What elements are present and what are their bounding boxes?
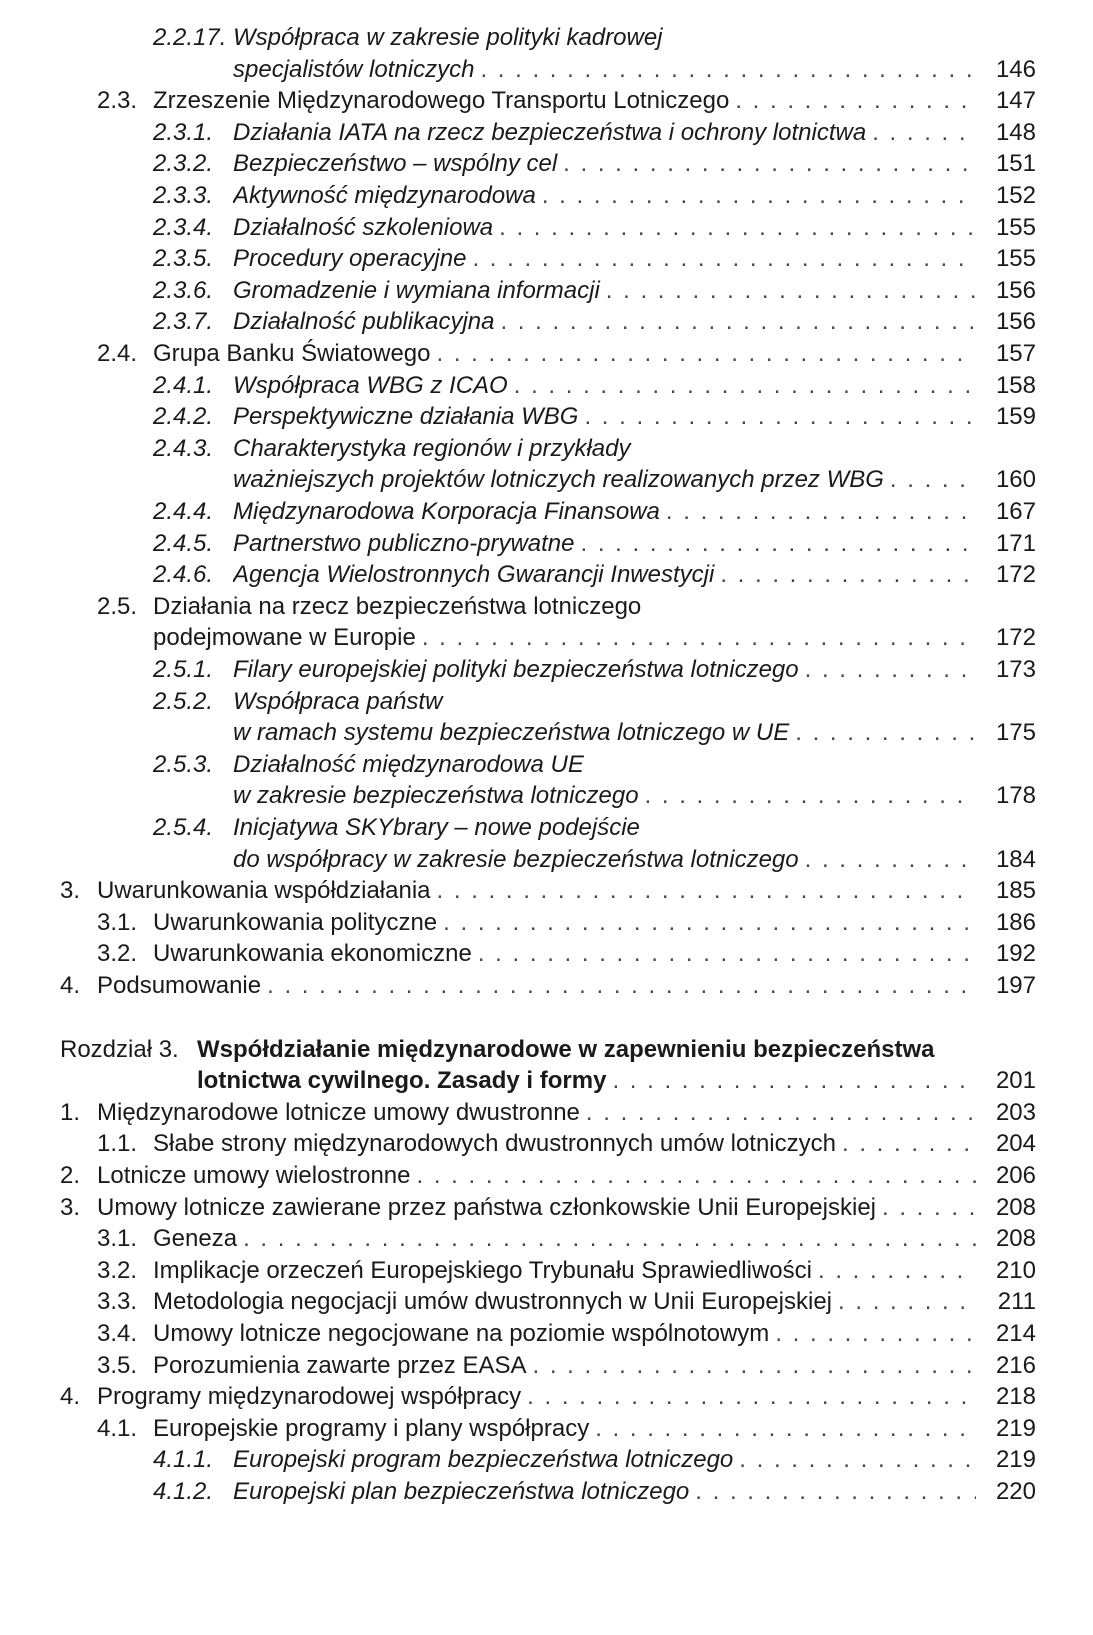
toc-line: [0, 749, 1093, 781]
toc-title: Bezpieczeństwo – wspólny cel: [233, 150, 558, 178]
toc-number: 2.5.: [97, 592, 138, 620]
toc-number: 2.4.3.: [153, 434, 214, 462]
toc-title-line: [233, 780, 976, 812]
toc-title-line: [153, 1286, 976, 1318]
dot-leader: [533, 1350, 977, 1382]
toc-title-line: [233, 401, 976, 433]
toc-number: 3.1.: [97, 908, 138, 936]
toc-title-line: [153, 1318, 976, 1350]
toc-title: Charakterystyka regionów i przykłady: [233, 434, 631, 462]
toc-title-line: [233, 717, 976, 749]
dot-leader: [500, 306, 976, 338]
toc-page-number: 216: [995, 1351, 1036, 1379]
toc-title-line: [233, 812, 976, 844]
toc-page-number: 157: [995, 340, 1036, 367]
toc-title-line: [233, 654, 976, 686]
toc-line: [0, 401, 1093, 433]
dot-leader: [472, 243, 976, 275]
toc-title: Słabe strony międzynarodowych dwustronnych umów lotniczych: [153, 1130, 836, 1158]
toc-title: Działalność międzynarodowa UE: [233, 750, 584, 778]
toc-line: [0, 370, 1093, 402]
toc-title-line: [233, 275, 976, 307]
toc-title-line: [153, 85, 976, 117]
dot-leader: [818, 1255, 976, 1287]
toc-page-number: 151: [995, 150, 1036, 178]
toc-title: Umowy lotnicze negocjowane na poziomie wspólnotowym: [153, 1320, 770, 1347]
toc-page-number: 208: [995, 1225, 1036, 1253]
toc-title: Zrzeszenie Międzynarodowego Transportu Lotniczego: [153, 87, 730, 115]
toc-title: Umowy lotnicze zawierane przez państwa członkowskie Unii Europejskiej: [97, 1193, 876, 1221]
dot-leader: [612, 1065, 976, 1097]
toc-title-line: [233, 686, 976, 718]
toc-line: [0, 212, 1093, 244]
toc-title-line: [153, 338, 976, 370]
toc-title: Europejski plan bezpieczeństwa lotniczego: [233, 1478, 690, 1505]
toc-title: Uwarunkowania współdziałania: [97, 877, 431, 905]
toc-number: 2.4.2.: [153, 403, 214, 431]
dot-leader: [695, 1476, 976, 1508]
toc-title: w zakresie bezpieczeństwa lotniczego: [233, 782, 639, 810]
toc-title: Współpraca państw: [233, 687, 443, 715]
toc-line: [0, 780, 1093, 812]
toc-title-line: [233, 180, 976, 212]
toc-line: [0, 1476, 1093, 1508]
toc-number: 1.: [60, 1098, 81, 1126]
toc-page-number: 155: [995, 245, 1036, 273]
toc-number: 2.3.3.: [153, 182, 214, 209]
toc-page-number: 214: [995, 1320, 1036, 1347]
toc-title-line: [233, 117, 976, 149]
dot-leader: [267, 970, 976, 1002]
toc-number: 3.: [60, 877, 81, 905]
toc-title: podejmowane w Europie: [153, 624, 416, 652]
toc-number: 4.1.2.: [153, 1478, 214, 1505]
toc-title: Inicjatywa SKYbrary – nowe podejście: [233, 814, 640, 841]
dot-leader: [645, 780, 976, 812]
dot-leader: [417, 1160, 977, 1192]
toc-title-line: [153, 1128, 976, 1160]
dot-leader: [795, 717, 976, 749]
toc-number: 2.5.1.: [153, 656, 214, 683]
toc-title: Metodologia negocjacji umów dwustronnych w Unii Europejskiej: [153, 1288, 833, 1316]
toc-title-line: [233, 212, 976, 244]
toc-title-line: [97, 875, 976, 907]
dot-leader: [480, 54, 976, 86]
toc-page-number: 184: [995, 845, 1036, 873]
toc-title: Programy międzynarodowej współpracy: [97, 1383, 522, 1411]
dot-leader: [882, 1192, 976, 1224]
toc-number: 2.5.2.: [153, 687, 214, 715]
toc-line: [0, 243, 1093, 275]
toc-page-number: 160: [995, 466, 1036, 494]
toc-title-line: [153, 1223, 976, 1255]
dot-leader: [890, 464, 976, 496]
toc-number: 4.: [60, 1383, 81, 1411]
toc-line: [0, 907, 1093, 939]
toc-title-line: [233, 528, 976, 560]
toc-page-number: 173: [995, 656, 1036, 683]
toc-number: 2.4.: [97, 340, 138, 367]
dot-leader: [872, 117, 976, 149]
toc-line: [0, 1318, 1093, 1350]
toc-number: 2.: [60, 1162, 81, 1189]
toc-page-number: 220: [995, 1478, 1036, 1505]
dot-leader: [584, 401, 976, 433]
toc-number: 4.1.1.: [153, 1446, 214, 1474]
toc-title: Współdziałanie międzynarodowe w zapewnieniu bezpieczeństwa: [197, 1035, 935, 1063]
toc-title-line: [153, 938, 976, 970]
toc-page-number: 172: [995, 624, 1036, 652]
toc-number: 2.3.7.: [153, 308, 214, 336]
toc-title: lotnictwa cywilnego. Zasady i formy: [197, 1067, 607, 1095]
dot-leader: [581, 528, 977, 560]
toc-title: Perspektywiczne działania WBG: [233, 403, 579, 431]
toc-line: [0, 433, 1093, 465]
toc-number: Rozdział 3.: [60, 1035, 179, 1063]
toc-number: 2.3.2.: [153, 150, 214, 178]
toc-title-line: [97, 970, 976, 1002]
toc-title: Gromadzenie i wymiana informacji: [233, 276, 600, 304]
toc-line: [0, 85, 1093, 117]
toc-line: [0, 875, 1093, 907]
toc-line: [0, 970, 1093, 1002]
toc-title-line: [197, 1065, 976, 1097]
toc-title-line: [233, 22, 976, 54]
toc-page-number: 204: [995, 1130, 1036, 1158]
toc-number: 2.5.3.: [153, 750, 214, 778]
toc-number: 3.4.: [97, 1320, 138, 1347]
toc-number: 3.2.: [97, 1256, 138, 1284]
toc-line: [0, 54, 1093, 86]
toc-line: [0, 1034, 1093, 1066]
toc-title-line: [153, 622, 976, 654]
dot-leader: [437, 338, 977, 370]
toc-page-number: 185: [995, 877, 1036, 905]
toc-page-number: 147: [995, 87, 1036, 115]
toc-line: [0, 717, 1093, 749]
toc-number: 3.: [60, 1193, 81, 1221]
toc-title-line: [233, 1476, 976, 1508]
toc-page-number: 152: [995, 182, 1036, 209]
toc-line: [0, 844, 1093, 876]
toc-title: Działalność publikacyjna: [233, 308, 495, 336]
toc-page-number: 219: [995, 1446, 1036, 1474]
toc-number: 3.3.: [97, 1288, 138, 1316]
toc-line: [0, 22, 1093, 54]
toc-line: [0, 496, 1093, 528]
toc-number: 2.4.5.: [153, 529, 214, 557]
toc-page-number: 186: [995, 908, 1036, 936]
toc-title: Aktywność międzynarodowa: [233, 182, 536, 209]
toc-title-line: [233, 464, 976, 496]
toc-title: Filary europejskiej polityki bezpieczeństwa lotniczego: [233, 656, 799, 683]
toc-line: [0, 338, 1093, 370]
dot-leader: [805, 654, 976, 686]
toc-line: [0, 1444, 1093, 1476]
toc-page-number: 167: [995, 498, 1036, 525]
toc-title: Współpraca WBG z ICAO: [233, 371, 508, 399]
toc-page-number: 208: [995, 1193, 1036, 1221]
toc-title-line: [233, 1444, 976, 1476]
dot-leader: [437, 875, 976, 907]
toc-title: Międzynarodowa Korporacja Finansowa: [233, 498, 660, 525]
dot-leader: [527, 1381, 976, 1413]
toc-page-number: 156: [995, 276, 1036, 304]
toc-line: [0, 148, 1093, 180]
toc-number: 2.3.4.: [153, 213, 214, 241]
dot-leader: [838, 1286, 976, 1318]
toc-number: 3.1.: [97, 1225, 138, 1253]
dot-leader: [563, 148, 976, 180]
toc-number: 2.3.5.: [153, 245, 214, 273]
toc-line: [0, 1286, 1093, 1318]
toc-line: [0, 464, 1093, 496]
toc-number: 2.4.6.: [153, 561, 214, 589]
toc-page-number: 201: [995, 1067, 1036, 1095]
toc-line: [0, 528, 1093, 560]
dot-leader: [478, 938, 976, 970]
toc-page-number: 206: [995, 1162, 1036, 1189]
toc-title-line: [153, 1255, 976, 1287]
toc-title-line: [97, 1381, 976, 1413]
toc-number: 2.4.1.: [153, 371, 214, 399]
dot-leader: [775, 1318, 976, 1350]
toc-number: 4.1.: [97, 1414, 138, 1442]
toc-line: [0, 180, 1093, 212]
toc-title-line: [233, 243, 976, 275]
toc-line: [0, 275, 1093, 307]
toc-page-number: 218: [995, 1383, 1036, 1411]
toc-title: Europejski program bezpieczeństwa lotniczego: [233, 1446, 734, 1474]
toc-line: [0, 1065, 1093, 1097]
toc-line: [0, 1192, 1093, 1224]
toc-line: [0, 1223, 1093, 1255]
toc-line: [0, 306, 1093, 338]
toc-title-line: [97, 1097, 976, 1129]
toc-title: Porozumienia zawarte przez EASA: [153, 1351, 527, 1379]
toc-title-line: [233, 148, 976, 180]
toc-title-line: [233, 844, 976, 876]
dot-leader: [586, 1097, 976, 1129]
toc-title: Działania IATA na rzecz bezpieczeństwa i ochrony lotnictwa: [233, 118, 867, 146]
toc-line: [0, 1381, 1093, 1413]
toc-number: 2.5.4.: [153, 814, 214, 841]
dot-leader: [595, 1413, 976, 1445]
toc-line: [0, 591, 1093, 623]
toc-page-number: 197: [995, 972, 1036, 999]
toc-title-line: [153, 907, 976, 939]
toc-line: [0, 1413, 1093, 1445]
toc-title: Agencja Wielostronnych Gwarancji Inwestycji: [233, 561, 715, 589]
toc-title: Lotnicze umowy wielostronne: [97, 1162, 411, 1189]
toc-title-line: [153, 1413, 976, 1445]
toc-title: Działalność szkoleniowa: [233, 213, 494, 241]
toc-title: Europejskie programy i plany współpracy: [153, 1414, 590, 1442]
toc-page-number: 219: [995, 1414, 1036, 1442]
toc-line: [0, 1128, 1093, 1160]
dot-leader: [720, 559, 976, 591]
toc-title-line: [97, 1192, 976, 1224]
toc-page-number: 148: [995, 118, 1036, 146]
toc-number: 2.3.: [97, 87, 138, 115]
toc-number: 2.2.17.: [153, 24, 227, 51]
toc-page-number: 159: [995, 403, 1036, 431]
toc-title: Działania na rzecz bezpieczeństwa lotniczego: [153, 592, 642, 620]
toc-line: [0, 938, 1093, 970]
dot-leader: [499, 212, 976, 244]
toc-line: [0, 117, 1093, 149]
toc-page-number: 178: [995, 782, 1036, 810]
toc-number: 1.1.: [97, 1130, 138, 1158]
toc-title: do współpracy w zakresie bezpieczeństwa lotniczego: [233, 845, 799, 873]
dot-leader: [666, 496, 976, 528]
toc-number: 4.: [60, 972, 81, 999]
toc-page-number: 146: [995, 55, 1036, 83]
toc-title: ważniejszych projektów lotniczych realizowanych przez WBG: [233, 466, 884, 494]
toc-page-number: 171: [995, 529, 1036, 557]
toc-title-line: [233, 749, 976, 781]
toc-page-number: 203: [995, 1098, 1036, 1126]
toc-title: Partnerstwo publiczno-prywatne: [233, 529, 575, 557]
toc-page-number: 156: [995, 308, 1036, 336]
dot-leader: [739, 1444, 976, 1476]
toc-title: Podsumowanie: [97, 972, 262, 999]
toc-title-line: [233, 496, 976, 528]
toc-title: Geneza: [153, 1225, 238, 1253]
toc-title-line: [153, 591, 976, 623]
dot-leader: [514, 370, 976, 402]
toc-title: w ramach systemu bezpieczeństwa lotniczego w UE: [233, 719, 790, 747]
toc-line: [0, 686, 1093, 718]
toc-line: [0, 1350, 1093, 1382]
dot-leader: [735, 85, 976, 117]
toc-title: Implikacje orzeczeń Europejskiego Trybunału Sprawiedliwości: [153, 1256, 812, 1284]
toc-title: specjalistów lotniczych: [233, 55, 475, 83]
toc-number: 2.4.4.: [153, 498, 214, 525]
toc-title-line: [233, 54, 976, 86]
dot-leader: [805, 844, 976, 876]
toc-title: Współpraca w zakresie polityki kadrowej: [233, 24, 663, 51]
toc-title: Uwarunkowania polityczne: [153, 908, 438, 936]
toc-title-line: [97, 1160, 976, 1192]
toc-title: Uwarunkowania ekonomiczne: [153, 940, 472, 968]
toc-line: [0, 1097, 1093, 1129]
dot-leader: [542, 180, 976, 212]
toc-line: [0, 559, 1093, 591]
toc-title-line: [233, 370, 976, 402]
toc-number: 3.2.: [97, 940, 138, 968]
toc-number: 2.3.1.: [153, 118, 214, 146]
toc-title-line: [197, 1034, 976, 1066]
toc-line: [0, 812, 1093, 844]
toc-title: Grupa Banku Światowego: [153, 340, 431, 367]
toc-page-number: 192: [995, 940, 1036, 968]
toc-page-number: 211: [997, 1288, 1036, 1316]
toc-page-number: 175: [995, 719, 1036, 747]
dot-leader: [243, 1223, 976, 1255]
toc-line: [0, 1160, 1093, 1192]
toc-title-line: [233, 433, 976, 465]
toc-title-line: [233, 306, 976, 338]
toc-page-number: 155: [995, 213, 1036, 241]
dot-leader: [842, 1128, 976, 1160]
toc-title: Międzynarodowe lotnicze umowy dwustronne: [97, 1098, 580, 1126]
toc-title-line: [233, 559, 976, 591]
toc-number: 2.3.6.: [153, 276, 214, 304]
toc-title: Procedury operacyjne: [233, 245, 467, 273]
dot-leader: [443, 907, 976, 939]
dot-leader: [606, 275, 976, 307]
toc-page-number: 210: [995, 1256, 1036, 1284]
dot-leader: [422, 622, 976, 654]
toc-page-number: 172: [995, 561, 1036, 589]
toc-page-number: 158: [995, 371, 1036, 399]
toc-number: 3.5.: [97, 1351, 138, 1379]
toc-line: [0, 654, 1093, 686]
toc-title-line: [153, 1350, 976, 1382]
toc-line: [0, 622, 1093, 654]
toc-line: [0, 1255, 1093, 1287]
